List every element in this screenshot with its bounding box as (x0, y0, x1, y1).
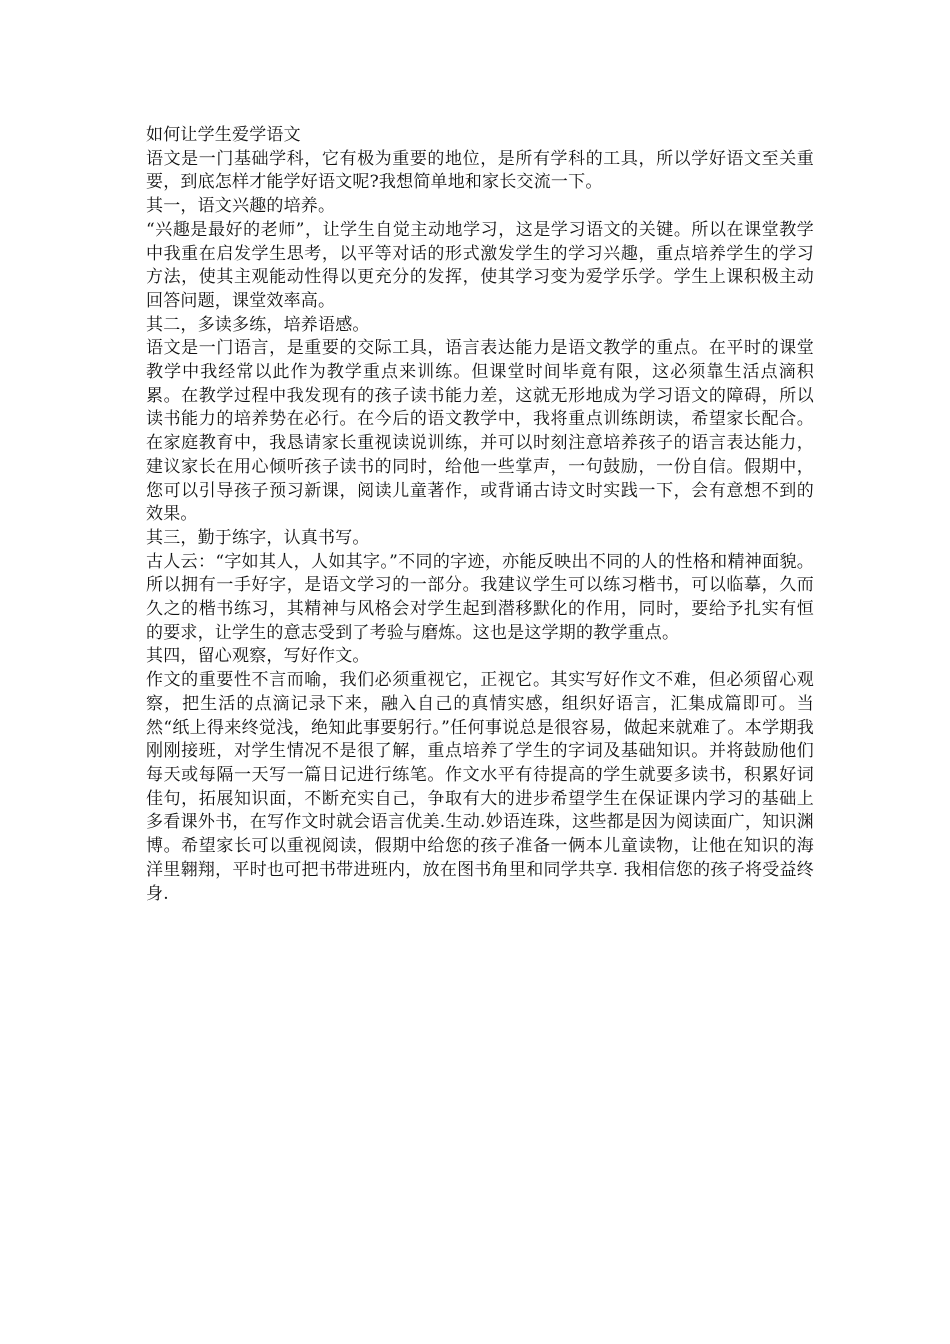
section-heading-2: 其二，多读多练，培养语感。 (146, 314, 370, 335)
paragraph-section-1: “兴趣是最好的老师”，让学生自觉主动地学习，这是学习语文的关键。所以在课堂教学中我重在启发学生思考，以平等对话的形式激发学生的学习兴趣，重点培养学生的学习方法，使其主观能动性得以更充分的发挥，使其学习变为爱学乐学。学生上课积极主动回答问题，课堂效率高。 (146, 219, 814, 311)
document-body (146, 124, 814, 906)
paragraph-section-2: 语文是一门语言，是重要的交际工具，语言表达能力是语文教学的重点。在平时的课堂教学中我经常以此作为教学重点来训练。但课堂时间毕竟有限，这必须靠生活点滴积累。在教学过程中我发现有的孩子读书能力差，这就无形地成为学习语文的障碍，所以读书能力的培养势在必行。在今后的语文教学中，我将重点训练朗读，希望家长配合。在家庭教育中，我恳请家长重视读说训练，并可以时刻注意培养孩子的语言表达能力，建议家长在用心倾听孩子读书的同时，给他一些掌声，一句鼓励，一份自信。假期中，您可以引导孩子预习新课，阅读儿童著作，或背诵古诗文时实践一下，会有意想不到的效果。 (146, 338, 814, 525)
section-heading-1: 其一，语文兴趣的培养。 (146, 196, 336, 217)
paragraph-intro: 语文是一门基础学科，它有极为重要的地位，是所有学科的工具，所以学好语文至关重要，到底怎样才能学好语文呢?我想简单地和家长交流一下。 (146, 148, 814, 193)
section-heading-4: 其四，留心观察，写好作文。 (146, 646, 370, 667)
paragraph-section-4: 作文的重要性不言而喻，我们必须重视它，正视它。其实写好作文不难，但必须留心观察，把生活的点滴记录下来，融入自己的真情实感，组织好语言，汇集成篇即可。当然“纸上得来终觉浅，绝知此事要躬行。”任何事说总是很容易，做起来就难了。本学期我刚刚接班，对学生情况不是很了解，重点培养了学生的字词及基础知识。并将鼓励他们每天或每隔一天写一篇日记进行练笔。作文水平有待提高的学生就要多读书，积累好词佳句，拓展知识面，不断充实自己，争取有大的进步希望学生在保证课内学习的基础上多看课外书，在写作文时就会语言优美.生动.妙语连珠，这些都是因为阅读面广，知识渊博。希望家长可以重视阅读，假期中给您的孩子准备一俩本儿童读物，让他在知识的海洋里翱翔，平时也可把书带进班内，放在图书角里和同学共享. 我相信您的孩子将受益终身. (146, 670, 814, 904)
document-title: 如何让学生爱学语文 (146, 125, 301, 145)
paragraph-section-3: 古人云：“字如其人，人如其字。”不同的字迹，亦能反映出不同的人的性格和精神面貌。所以拥有一手好字，是语文学习的一部分。我建议学生可以练习楷书，可以临摹，久而久之的楷书练习，其精神与风格会对学生起到潜移默化的作用，同时，要给予扎实有恒的要求，让学生的意志受到了考验与磨炼。这也是这学期的教学重点。 (146, 551, 814, 643)
section-heading-3: 其三，勤于练字，认真书写。 (146, 527, 370, 548)
